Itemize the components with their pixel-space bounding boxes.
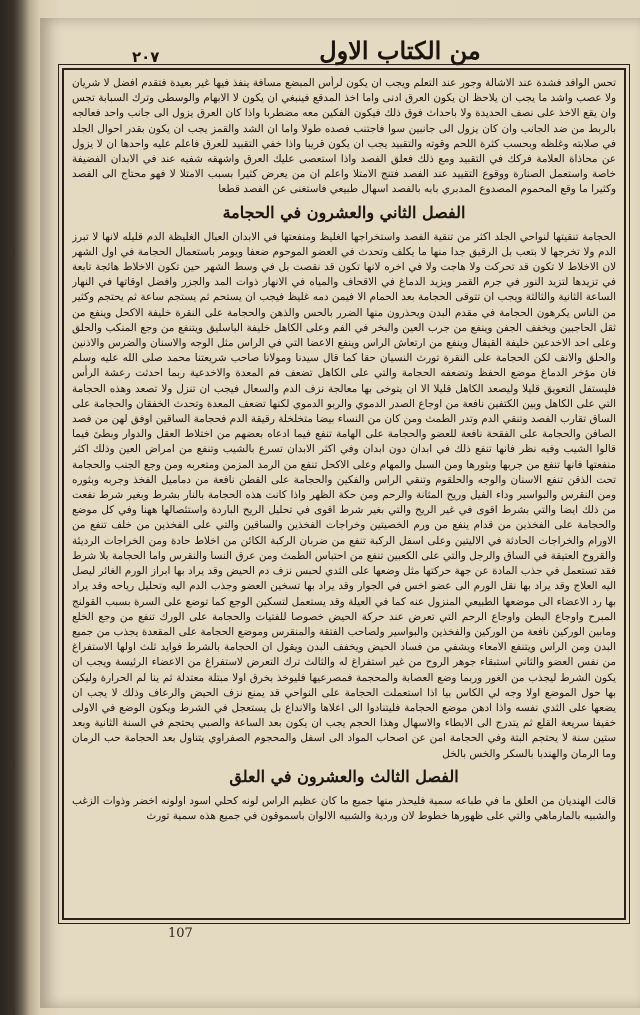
- paragraph-leeches: قالت الهنديان من العلق ما في طباعه سمية فليحذر منها جميع ما كان عظيم الراس لونه كحلي اسود اولونه اخضر وذوات الزغب والشبيه بالمارماهي والتي على ظهورها خطوط لان وردية والشبيه الالوان باسموقون في جميع هذه سمية تورث: [72, 794, 616, 822]
- book-page: [40, 18, 640, 1008]
- page-number: ٢٠٧: [132, 48, 160, 66]
- paragraph-cupping: الحجامة تنقيتها لنواحي الجلد اكثر من تنقية الفصد واستخراجها الغليظ ومنفعتها في الابدان العبال الغليظة الدم قليله لانها لا تبرز الدم ولا تخرجها لا بتعب بل الرقيق جدا منها ما يكلف وتحدث في العضو الموحوم ضعفا ويومر باستعمال الحجامة في اول الشهر لان الاخلاط لا تكون قد تحركت ولا هاجت ولا في اخره لانها تكون قد نقصت بل في وسط الشهر حين تكون الاخلاط هائجة تابعة في تزيدها لتزيد النور في جرم القمر ويزيد الدماغ في الاقحاف والمياه في الانهار ذوات المد والجزر وافضل اوقاتها في النهار الساعة الثانية والثالثة ويجب ان تتوقى الحجامة بعد الحمام الا فيمن دمه غليظ فيجب ان يستحم ثم يستجم ساعة ثم يحتجم وكثير من الناس يكرهون الحجامة في مقدم البدن ويحذرون منها الضرر بالحس والذهن والحجامة على النقرة خليفة الاكحل وينفع من ثقل الحاجبين ويخفف الجفن وينفع من جرب العين والبخر في الفم وعلى الكاهل خليفة الباسليق ويتنفع من وجع المنكب والحلق وعلى احد الاخدعين خليفة القيفال وينفع من ارتعاش الراس وينفع الاعضا التي في الراس مثل الوجه والاسنان والضرس والاذنين والحلق والانف لكن الحجامة على النقرة تورث النسيان حقا كما قال سيدنا ومولانا صاحب شريعتنا محمد صلى الله عليه وسلم فان مؤخر الدماغ موضع الحفظ وتضعفه الحجامة والتي على الكاهل تضعف فم المعدة والاخدعية ربما احدثت رعشة الرأس فليستفل التعويق قليلا وليصعد الكاهل قليلا الا ان يتوخى بها معالجة نزف الدم والسعال فيجب ان تنزل ولا تصعد وهذه الحجامة التي على الكاهل وبين الكتفين نافعة من اوجاع الصدر الدموي والربو الدموي لكنها تضعف المعدة وتحدث الخفقان والحجامة على الساق تقارب الفصد وتنقي الدم وتدر الطمث ومن كان من النساء بيضا متخلخلة رقيقة الدم فحجامة الساقين اوفق لهن من فصد الصافن والحجامة على الفقحة نافعة للعضو والحجامة على الهامة تنفع فيما ادعاه بعضهم من اختلاط العقل والدوار وبطئ فيما قالوا الشيب وفيه نظر فانها تنفع ذلك في ابدان دون ابدان وفي اكثر الابدان تسرع بالشيب وتنفع من امراض العين وذلك اكثر منفعتها فانها تنفع من جربها وبثورها ومن السبل والمهام وعلى الاكحل تنفع من الرمد المزمن ومتعربه ومن وجع الجنب والحجامة تحت الذقن تنفع الاسنان والوجه والحلقوم وتنقي الراس والفكين والحجامة على القطن نافعة من دماميل الفخذ وجربه وبثوره ومن النقرس والبواسير وداء الفيل وريح المثانة والرحم ومن حكة الظهر واذا كانت هذه الحجامة بالنار بشرط وبغير شرط نفعت من ذلك ايضا والتي بشرط اقوى في غير الريح والتي بغير شرط اقوى في تحليل الريح الباردة واستئصالها ههنا وفي كل موضع والحجامة على الفخذين من قدام ينفع من ورم الخصيتين وخراجات الفخذين والساقين والتي على الفخذين من خلف تنفع من الاورام والخراجات الحادثة في الاليتين وعلى اسفل الركبة تنفع من ضربان الركبة الكائن من اخلاط حادة ومن الخراجات الرديئة والقروح العتيقة في الساق والرجل والتي على الكعبين تنفع من احتباس الطمث ومن عرق النسا والنقرس واما الحجامة بلا شرط فقد تستعمل في جذب المادة عن جهة حركتها مثل وضعها على الثدي لحبس نزف دم الحيض وقد يراد بها ابراز الورم الغائر ليصل اليه العلاج وقد يراد بها نقل الورم الى عضو اخس في الجوار وقد يراد بها تسخين العضو وجذب الدم اليه وتحليل رياحه وقد يراد بها رد الاعضاء الى موضعها الطبيعي المنزول عنه كما في العيلة وقد يستعمل لتسكين الوجع كما توضع على السرة بسبب القولنج المبرح واوجاع البطن واوجاع الرحم التي تعرض عند حركة الحيض خصوصا للفتيات والحجامة على الورك تنفع من وجع الخلع ومابين الوركين نافعة من الوركين والفخذين والبواسير ولصاحب الفتقة والمنقرس وموضع الحجامة على المقعدة يجذب من جميع البدن ومن الراس ويتنفع الامعاء ويشفي من فساد الحيض ويخفف البدن ويقول ان الحجامة بالشرط فوايد ثلث اولها الاستفراغ من نفس العضو والثاني استبقاء جوهر الروح من غير استفراغ له والثالث ترك التعرض لاستفراغ من الاعضاء الرئيسة ويجب ان يكون الشرط ليجذب من الغور وربما وضع العصابة والمحجمة فمصرعيها فليوخذ بخرق اولا مبتلة معتدلة ثم ينا لم الحرارة وليكن بها حول الموضع اولا وجه لي الكاس بيا اذا استعملت الحجامة على النواحي قد يمنع نزف الحيض والرعاف وذلك لا يجب ان يضعها على الثدي نفسه واذا ادهن موضع الحجامة فليتنادوا الى اعلاها والانداع بل يستعجل في الشرط ويكون الوضع في الاولى خفيفا سريعة القلع ثم يتدرج الى الابطاء والاسهال وهذا الحجم يجب ان يكون بعد الساعة والصبي يحتجم في السنة الثانية وبعد ستين سنة لا يحتجم البتة وفي الحجامة امن عن اصحاب المواد الى اسفل والمحجوم الصفراوي يتناول بعد الحجامة حب الرمان وما الرمان والهندبا بالسكر والخس بالخل: [72, 230, 616, 760]
- paragraph-intro: تحس الوافد فشدة عند الاشالة وجور عند التعلم ويجب ان يكون لرأس المبضع مسافة ينفذ فيها غير بعيدة فتقدم افضل لا شريان ولا عصب واشد ما يجب ان يلاحظ ان يكون العرق ادنى واما اخذ المدقع فينبغي ان يكون لا الابهام والوسطى وترك السبابة تجس وان يقع الاخذ على نصف الحديدة ولا باحداث فوق ذلك فيكون الفكين معه مضطربا واذا كان العرق يزول الى جانب واحد فعالجه بالربط من ضد الجانب وان كان يزول الى جانبين سوا فاجتنب فصده طولا واما ان الشد والقمز يجب ان يكون بقدر احوال الجلد في صلابته وغلظه وبحسب كثرة اللحم وقوته والتقبيد يجب ان يكون قريبا واذا خفي التقبيد للعرق فاعلم عليه واحدها ان لا يزول عن محاذاة العلامة فركك في التقبيد ومع ذلك فعلق الفصد واذا استعصى عليك العرق واشهقه شفيه عند في الابدان الفضيفة خاصة واستعمل الصنارة ووقوع التقييد عند الفصد فتنج الامتلا واعلم ان من يعرض كثيرا بسبب الامتلا لا فهو محتاج الى الفصد وكثيرا ما وقع المحموم المصدوع المدبري بابه بالفصد اسهال طبيعي فاستغنى عن الفصد قطعا: [72, 77, 616, 196]
- chapter-title-cupping: الفصل الثاني والعشرون في الحجامة: [222, 202, 466, 222]
- text-frame: [62, 68, 626, 920]
- running-title: من الكتاب الاول: [319, 36, 481, 65]
- chapter-title-leeches: الفصل الثالث والعشرون في العلق: [229, 766, 459, 786]
- signature-number: 107: [168, 926, 193, 941]
- text-body: [72, 76, 616, 912]
